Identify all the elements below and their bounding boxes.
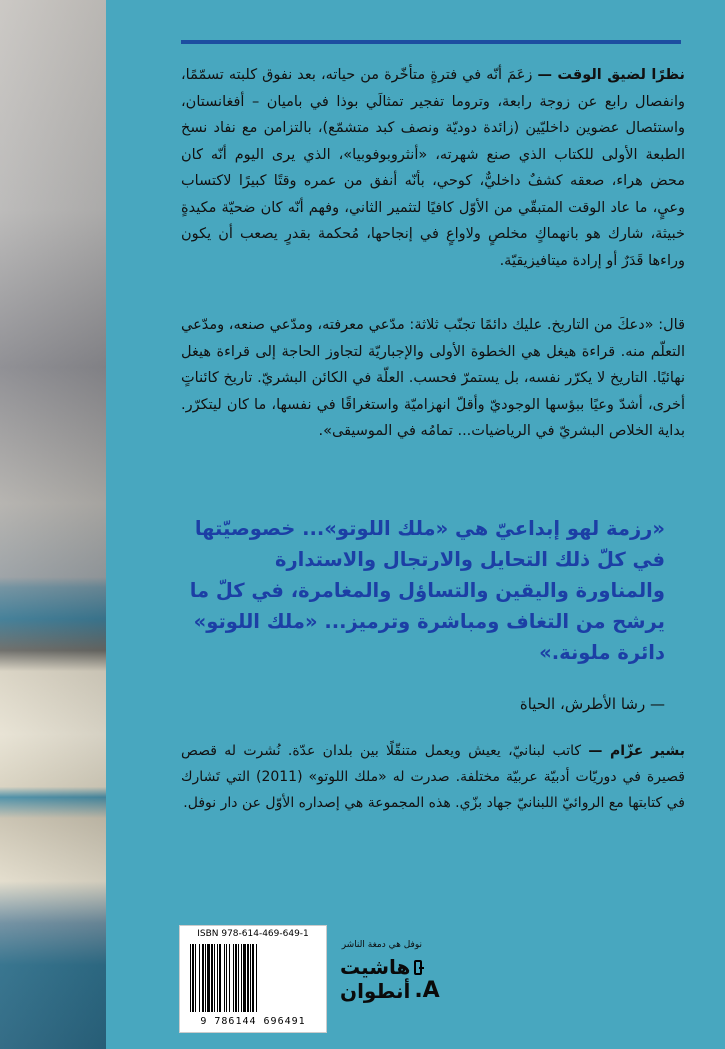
barcode-number: 9 786144 696491 [200, 1016, 306, 1027]
author-bio-body: كاتب لبنانيّ، يعيش ويعمل متنقّلًا بين بلدان عدّة. نُشرت له قصص قصيرة في دوريّات أدبيّة عربيّة مختلفة. صدرت له «ملك اللوتو» (2011) التي تَشارك في كتابتها مع الروائيّ اللبنانيّ جهاد بزّي. هذه المجموعة هي إصداره الأوّل عن دار نوفل. [181, 743, 685, 811]
review-heading: نظرًا لضيق الوقت — [537, 67, 685, 83]
isbn-label: ISBN 978-614-469-649-1 [197, 929, 309, 939]
publisher-name-hachette: هاشيت [340, 955, 411, 979]
barcode [179, 925, 327, 1033]
hachette-logo-icon [414, 960, 422, 975]
author-bio [181, 738, 685, 816]
publisher-block [340, 940, 440, 1003]
cover-photo-strip [0, 0, 106, 1049]
author-name: بشير عزّام — [588, 743, 685, 759]
publisher-name-antoine: أنطوان [340, 978, 411, 1003]
quote-paragraph: قال: «دعكَ من التاريخ. عليك دائمًا تجنّب ثلاثة: مدّعي معرفته، ومدّعي صنعه، ومدّعي التعلّم منه. قراءة هيغل هي الخطوة الأولى والإجباريّة لتجاوز الحاجة إلى قراءة هيغل نهائيًا. التاريخ لا يكرّر نفسه، بل يستمرّ فحسب. العلّة في الكائن البشريّ. تاريخ كائناتٍ أخرى، أشدّ وعيًا ببؤسها الوجوديّ وأقلّ انهزاميّة واستغراقًا في نفسها، ما كان ليتكرّر. بداية الخلاص البشريّ في الرياضيات... تمامُه في الموسيقى». [181, 317, 685, 439]
antoine-logo-icon: A. [414, 978, 440, 1003]
pull-quote-attribution: — رشا الأطرش، الحياة [519, 695, 665, 713]
top-rule [181, 40, 681, 44]
review-body: زعَمَ أنّه في فترةٍ متأخّرة من حياته، بعد نفوق كلبته تسمّمًا، وانفصال رابع عن زوجة رابعة، وتروما تفجير تمثالَي بوذا في باميان – أفغانستان، واستئصال عضوين داخليّين (زائدة دوديّة ونصف كبد متشمّع)، بالتزامن مع نفاد نسخ الطبعة الأولى للكتاب الذي صنع شهرته، «أنثروبوفوبيا»، الذي يرى اليوم أنّه كان محض هراء، صعقه كشفٌ داخليٌّ، كوحي، بأنّه أنفق من عمره وقتًا كبيرًا لاكتساب وعيٍ، ما عاد الوقت المتبقّي من الأوّل كافيًا لتثمير الثاني، وفهم أنّه كان ضحيّة مكيدةٍ خبيثة، شارك هو بانهماكٍ مخلصٍ ولاواعٍ في إنجاحها، مُحكمة بقدرٍ يصعب أن يكون وراءها قَدَرٌ أو إرادة ميتافيزيقيّة. [181, 67, 685, 269]
publisher-slogan: نوفل هي دمغة الناشر [341, 940, 422, 950]
barcode-bars [190, 944, 316, 1012]
pull-quote: «رزمة لهو إبداعيّ هي «ملك اللوتو»... خصوصيّتها في كلّ ذلك التحايل والارتجال والاستدارة والمناورة واليقين والتساؤل والمغامرة، في كلّ ما يرشح من التغاف ومباشرة وترميز... «ملك اللوتو» دائرة ملونة.» [189, 517, 665, 664]
review-paragraph [181, 62, 685, 274]
